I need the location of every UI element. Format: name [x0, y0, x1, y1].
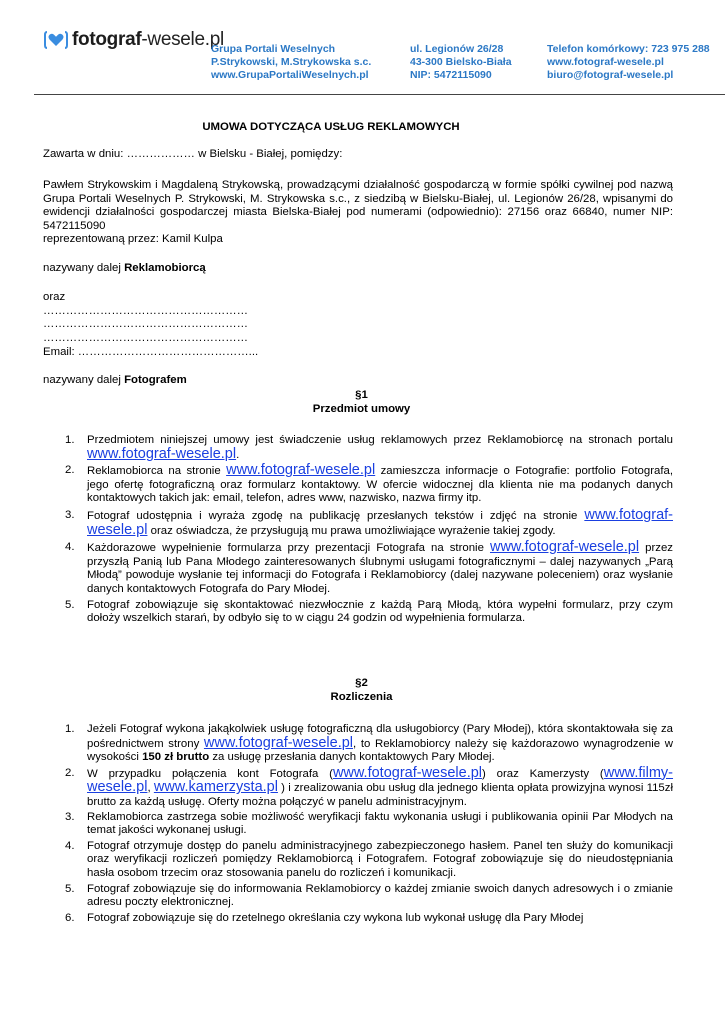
section-1-list — [43, 434, 673, 626]
header-phone: Telefon komórkowy: 723 975 288 — [547, 43, 710, 55]
list-item: 4. Fotograf otrzymuje dostęp do panelu administracyjnego zabezpieczonego hasłem. Panel ten służy do komunikacji oraz weryfikacji rozliczeń pomiędzy Reklamobiorcą i Fotografem. Fotograf zobowiązuje się do nieudostępniania hasła osobom trzecim oraz stosowania panelu do rozliczeń i komunikacji. — [65, 839, 673, 879]
header-street: ul. Legionów 26/28 — [410, 43, 504, 55]
contract-date-line: Zawarta w dniu: ……………… w Bielsku - Białej, pomiędzy: — [43, 148, 343, 160]
portal-link[interactable]: www.fotograf-wesele.pl — [489, 539, 640, 556]
header-email[interactable]: biuro@fotograf-wesele.pl — [547, 69, 674, 81]
blank-line-3: ……………………………………………… — [43, 332, 249, 344]
section-2-number: §2 — [355, 677, 368, 689]
header-company — [211, 43, 371, 82]
document-title: UMOWA DOTYCZĄCA USŁUG REKLAMOWYCH — [202, 121, 460, 133]
filmy-portal-link[interactable]: www.filmy-wesele.pl — [87, 764, 674, 796]
header-contact — [547, 43, 710, 82]
party-one-alias: nazywany dalej Reklamobiorcą — [43, 262, 206, 274]
header-company-owners: P.Strykowski, M.Strykowska s.c. — [211, 56, 372, 68]
header-nip: NIP: 5472115090 — [410, 69, 492, 81]
logo-text: fotograf-wesele.pl — [72, 29, 224, 50]
header-website[interactable]: www.fotograf-wesele.pl — [547, 56, 664, 68]
list-item: 2. W przypadku połączenia kont Fotografa (www.fotograf-wesele.pl) oraz Kamerzysty (www.filmy-wesele.pl, www.kamerzysta.pl ) i zrealizowania obu usług dla jednego klienta opłata prowizyjna wynosi 115zł brutto za każdą usługę. Oferty można połączyć w panelu administracyjnym. — [65, 764, 674, 808]
email-blank-line: Email: ………………………………………... — [43, 346, 259, 358]
header-address — [410, 43, 512, 82]
blank-line-1: ……………………………………………… — [43, 305, 249, 317]
list-item: 6. Fotograf zobowiązuje się do rzetelnego określania czy wykona lub wykonał usługę dla Pary Młodej — [65, 911, 584, 924]
header-company-website[interactable]: www.GrupaPortaliWeselnych.pl — [211, 69, 369, 81]
list-item: 1. Jeżeli Fotograf wykona jakąkolwiek usługę fotograficzną dla usługobiorcy (Pary Młodej), która skontaktowała się za pośrednictwem strony www.fotograf-wesele.pl, to Reklamobiorcy należy się każdorazowo wynagrodzenie w wysokości 150 zł brutto za usługę przesłania danych kontaktowych Pary Młodej. — [65, 723, 673, 764]
list-item: 3. Reklamobiorca zastrzega sobie możliwość weryfikacji faktu wykonania usługi i publikowania opinii Par Młodych na temat jakości wykonanej usługi. — [65, 810, 673, 837]
heart-camera-icon — [44, 29, 68, 51]
section-1-title: Przedmiot umowy — [312, 403, 411, 415]
oraz-label: oraz — [43, 291, 66, 303]
party-two-alias: nazywany dalej Fotografem — [43, 374, 187, 386]
header-city: 43-300 Bielsko-Biała — [410, 56, 512, 68]
list-item: 5. Fotograf zobowiązuje się skontaktować niezwłocznie z każdą Parą Młodą, która wypełni formularz, przy czym dołoży wszelkich starań, by odbyło się to w ciągu 24 godzin od wypełnienia formularza. — [65, 598, 673, 625]
represented-by: reprezentowaną przez: Kamil Kulpa — [43, 233, 223, 245]
portal-link[interactable]: www.fotograf-wesele.pl — [87, 506, 673, 538]
section-2-title: Rozliczenia — [330, 691, 393, 703]
header-company-name: Grupa Portali Weselnych — [211, 43, 336, 55]
portal-link[interactable]: www.fotograf-wesele.pl — [87, 445, 237, 462]
header-divider — [34, 94, 725, 95]
logo — [44, 27, 224, 53]
list-item: 5. Fotograf zobowiązuje się do informowania Reklamobiorcy o każdej zmianie swoich danych adresowych i o zmianie adresu poczty elektronicznej. — [65, 882, 673, 909]
list-item: 3. Fotograf udostępnia i wyraża zgodę na publikację przesłanych tekstów i zdjęć na stronie www.fotograf-wesele.pl oraz oświadcza, że przysługują mu prawa umożliwiające wyrażenie takiej zgody. — [65, 506, 673, 538]
photographer-portal-link[interactable]: www.fotograf-wesele.pl — [332, 764, 483, 781]
party-one-description: Pawłem Strykowskim i Magdaleną Strykowską, prowadzącymi działalność gospodarczą w formie spółki cywilnej pod nazwą Grupa Portali Weselnych P. Strykowski, M. Strykowska s.c., z siedzibą w Bielsku-Białej, ul. Legionów 26/28, wpisanymi do ewidencji działalności gospodarczej miasta Bielska-Białej pod numerami (odpowiednio): 27156 oraz 66840, numer NIP: 5472115090 — [43, 179, 673, 232]
blank-line-2: ……………………………………………… — [43, 318, 249, 330]
kamerzysta-portal-link[interactable]: www.kamerzysta.pl — [153, 779, 278, 796]
portal-link[interactable]: www.fotograf-wesele.pl — [226, 462, 376, 479]
list-item: 4. Każdorazowe wypełnienie formularza przy prezentacji Fotografa na stronie www.fotograf-wesele.pl przez przyszłą Panią lub Pana Młodego zainteresowanych ślubnymi usługami fotograficznymi – dalej nazywanych „Parą Młodą” powoduje wysłanie tej informacji do Fotografa i Reklamobiorcy (dalej nazywane poleceniem) oraz wysłanie danych kontaktowych Fotografa do Pary Młodej. — [65, 539, 673, 595]
portal-link[interactable]: www.fotograf-wesele.pl — [203, 734, 354, 751]
section-2-list — [43, 723, 673, 925]
list-item: 2. Reklamobiorca na stronie www.fotograf-wesele.pl zamieszcza informacje o Fotografie: portfolio Fotografa, jego ofertę fotograficzną oraz formularz kontaktowy. W ofercie widocznej dla klienta nie ma podanych danych kontaktowych takich jak: email, telefon, adres www, nazwisko, nazwa firmy itp. — [65, 462, 673, 505]
section-1-number: §1 — [355, 389, 368, 401]
list-item: 1. Przedmiotem niniejszej umowy jest świadczenie usług reklamowych przez Reklamobiorcę na stronach portalu www.fotograf-wesele.pl. — [65, 434, 673, 462]
